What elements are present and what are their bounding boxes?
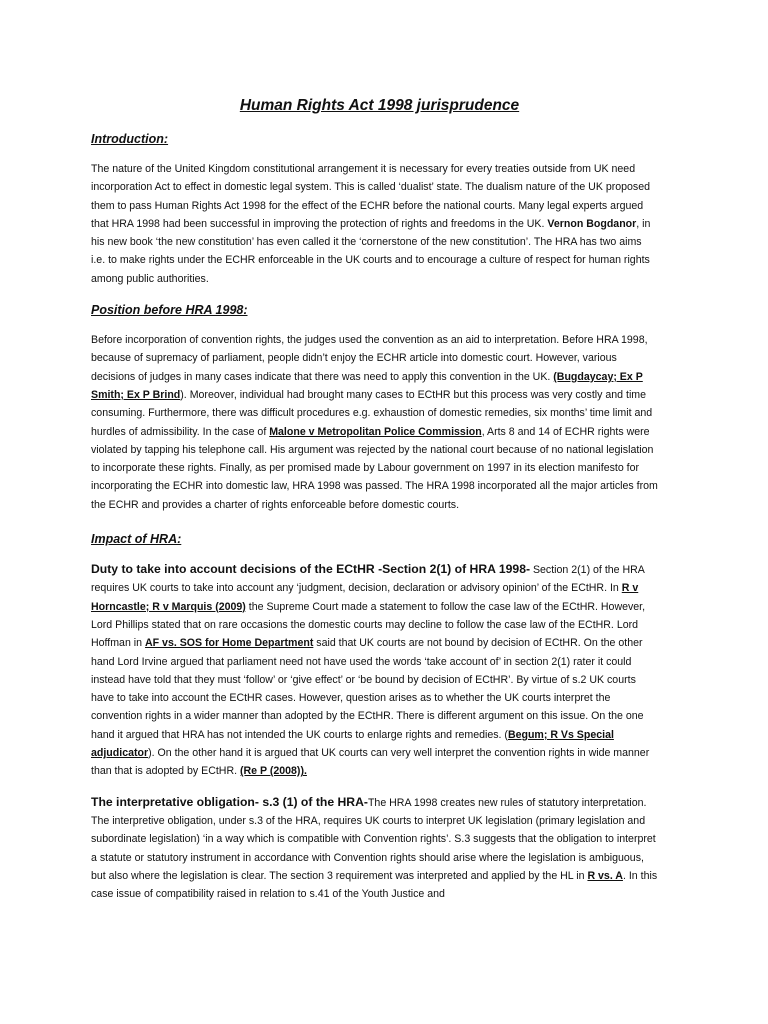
section-heading-position: Position before HRA 1998:: [91, 303, 248, 318]
introduction-text-2: , in his new book ‘the new constitution’ has even called it the ‘cornerstone of the new constitution’. The HRA has two aims i.e. to make rights under the ECHR enforceable in the UK courts and to encourage a culture of respect for human rights among public authorities.: [91, 217, 651, 285]
interpretive-lead-heading: The interpretative obligation- s.3 (1) of the HRA-: [91, 794, 368, 809]
case-citation-af: AF vs. SOS for Home Department: [144, 637, 314, 650]
case-citation-malone: Malone v Metropolitan Police Commission: [269, 425, 482, 438]
duty-paragraph: [91, 560, 658, 781]
case-citation-horncastle: R v Horncastle; R v Marquis (2009): [91, 582, 639, 613]
case-citation-bugdaycay: (Bugdaycay; Ex P Smith; Ex P Brind: [91, 370, 643, 401]
duty-text-4: ). On the other hand it is argued that UK courts can very well interpret the convention rights in wide manner than that is adopted by ECtHR.: [91, 747, 650, 778]
interpretive-text-1: The HRA 1998 creates new rules of statutory interpretation. The interpretive obligation, under s.3 of the HRA, requires UK courts to interpret UK legislation (primary legislation and subordinate legislation) ‘in a way which is compatible with Convention rights’. S.3 suggests that the obligation to interpret a statute or statutory instrument in accordance with Convention rights should arise where the legislation is ambiguous, but also where the legislation is clear. The section 3 requirement was interpreted and applied by the HL in: [91, 796, 656, 882]
interpretive-text-2: . In this case issue of compatibility raised in relation to s.41 of the Youth Justice and: [91, 869, 658, 901]
introduction-paragraph: [91, 160, 658, 288]
case-citation-begum: Begum; R Vs Special adjudicator: [91, 728, 614, 760]
duty-text-1: Section 2(1) of the HRA requires UK courts to take into account any ‘judgment, decision, declaration or advisory opinion’ of the ECtHR. In: [91, 564, 645, 595]
position-text-1: Before incorporation of convention rights, the judges used the convention as an aid to interpretation. Before HRA 1998, because of supremacy of parliament, people didn’t enjoy the ECHR article into domestic court. However, various decisions of judges in many cases indicate that there was need to apply this convention in the UK.: [91, 334, 648, 383]
case-citation-re-p: (Re P (2008)).: [240, 765, 307, 778]
section-heading-introduction: Introduction:: [91, 132, 169, 146]
duty-text-3: said that UK courts are not bound by decision of ECtHR. On the other hand Lord Irvine argued that parliament need not have used the words ‘take account of’ in section 2(1) rater it could instead have told that they must ‘follow’ or ‘give effect’ or ‘be bound by decision of ECtHR’. By virtue of s.2 UK courts have to take into account the ECtHR cases. However, question arises as to whether the UK courts interpret the convention rights in a wider manner than adopted by the ECtHR. There is different argument on this issue. On the one hand it argued that HRA has not intended the UK courts to enlarge rights and remedies. (: [91, 637, 644, 741]
duty-lead-heading: Duty to take into account decisions of the ECtHR -Section 2(1) of HRA 1998-: [91, 562, 531, 577]
author-name-bogdanor: Vernon Bogdanor: [547, 217, 637, 230]
duty-text-2: the Supreme Court made a statement to follow the case law of the ECtHR. However, Lord Phillips stated that on rare occasions the domestic courts may decline to follow the case law of the ECtHR. Lord Hoffman in: [91, 600, 646, 650]
section-heading-impact: Impact of HRA:: [91, 532, 182, 547]
document-title: Human Rights Act 1998 jurisprudence: [239, 97, 520, 114]
introduction-text-1: The nature of the United Kingdom constitutional arrangement it is necessary for every treaties outside from UK need incorporation Act to effect in domestic legal system. This is called ‘dualist’ state. The dualism nature of the UK proposed them to pass Human Rights Act 1998 for the effect of the ECHR before the national courts. Many legal experts argued that HRA 1998 had been successful in improving the protection of rights and freedoms in the UK.: [91, 163, 651, 230]
position-text-3: , Arts 8 and 14 of ECHR rights were violated by tapping his telephone call. His argument was rejected by the national court because of no national legislation to incorporate these rights. Finally, as per promised made by Labour government on 1997 in its election manifesto for incorporating the ECHR into domestic law, HRA 1998 was passed. The HRA 1998 incorporated all the major articles from the ECHR and provides a charter of rights enforceable before domestic courts.: [91, 425, 658, 511]
position-text-2: ). Moreover, individual had brought many cases to ECtHR but this process was very costly and time consuming. Furthermore, there was difficult procedures e.g. exhaustion of domestic remedies, six months’ time limit and hurdles of admissibility. In the case of: [91, 388, 653, 438]
interpretive-paragraph: [91, 793, 658, 904]
position-paragraph: [91, 331, 658, 514]
case-citation-r-v-a: R vs. A: [587, 869, 623, 882]
